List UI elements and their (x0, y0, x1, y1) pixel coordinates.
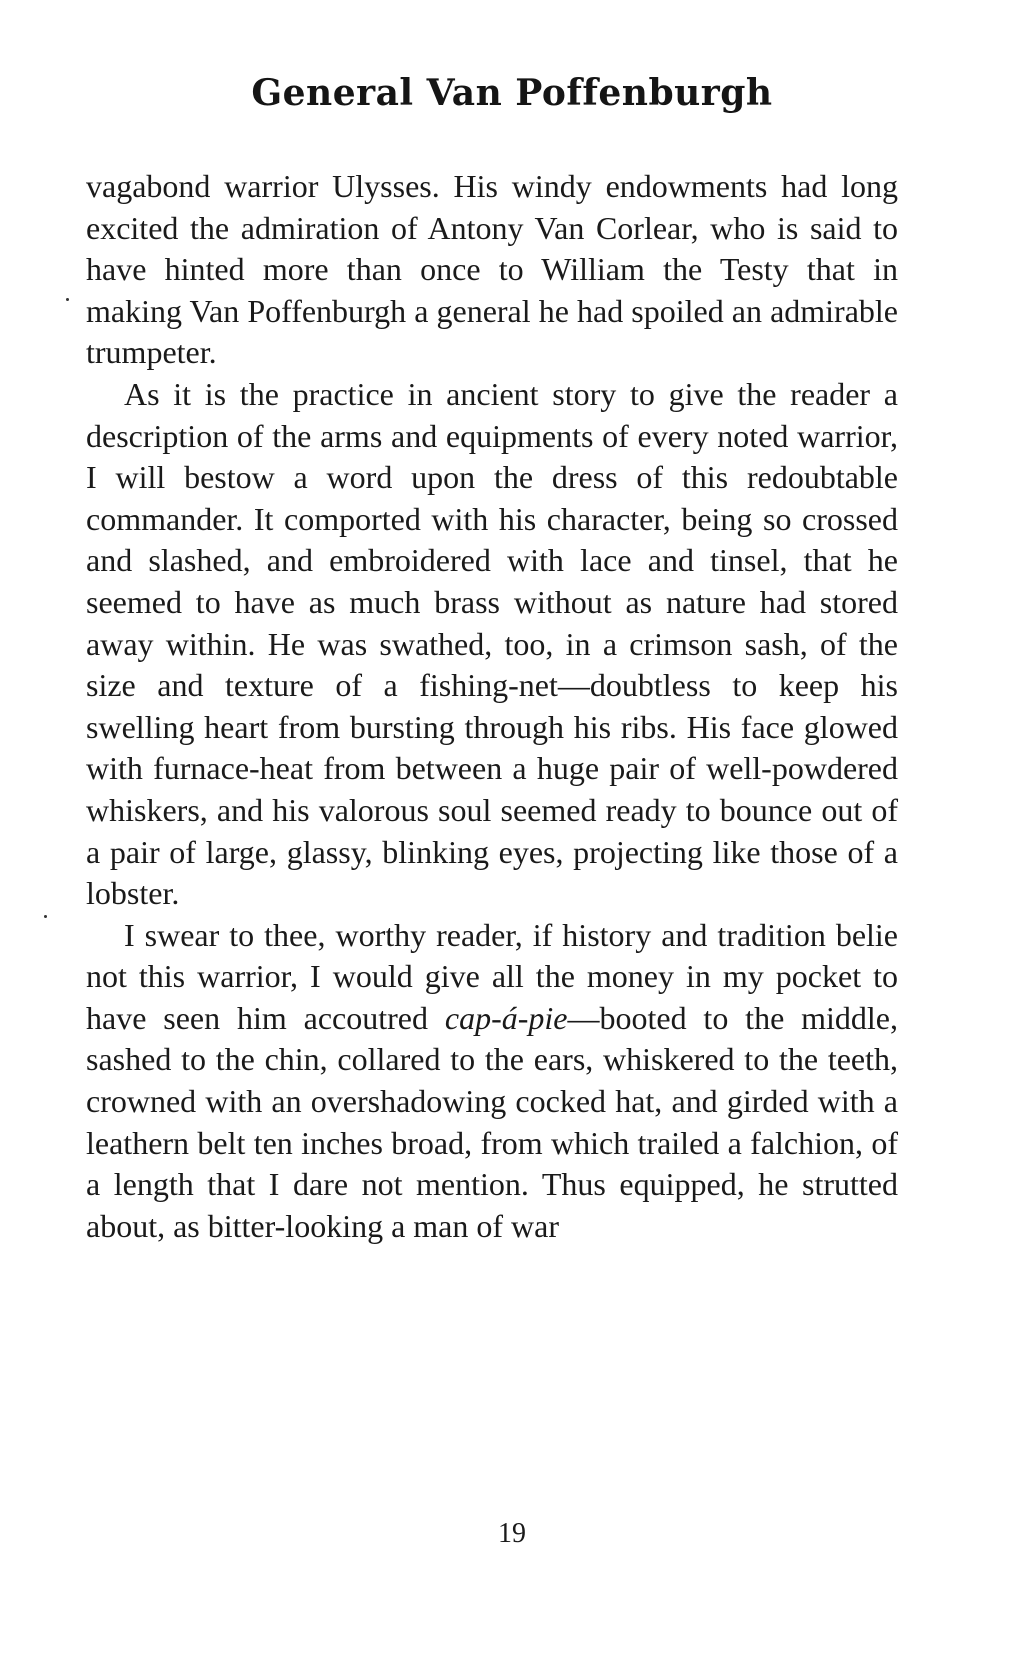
body-text (86, 166, 898, 1247)
paragraph-1: vagabond warrior Ulysses. His windy endowments had long excited the admiration of Antony Van Corlear, who is said to have hinted more than once to William the Testy that in making Van Poffenburgh a general he had spoiled an admirable trumpeter. (86, 168, 898, 371)
page-number: 19 (498, 1518, 526, 1549)
paragraph-3 (86, 915, 898, 1248)
paragraph-2: As it is the practice in ancient story to give the reader a description of the arms and equipments of every noted warrior, I will bestow a word upon the dress of this redoubtable commander. It comported with his character, being so crossed and slashed, and embroidered with lace and tinsel, that he seemed to have as much brass without as nature had stored away within. He was swathed, too, in a crimson sash, of the size and texture of a fishing-net—doubtless to keep his swelling heart from bursting through his ribs. His face glowed with furnace-heat from between a huge pair of well-powdered whiskers, and his valorous soul seemed ready to bounce out of a pair of large, glassy, blinking eyes, projecting like those of a lobster. (86, 375, 898, 912)
paragraph-3-italic-phrase: cap-á-pie (444, 999, 568, 1036)
paragraph-3-text-start: I swear to thee, worthy reader, if history and tradition belie not this warrior, I would give all the money in my pocket to have seen him accoutred (86, 916, 898, 1036)
running-head: General Van Poffenburgh (251, 72, 773, 114)
print-speck (44, 915, 47, 918)
paragraph-3-text-end: —booted to the middle, sashed to the chin, collared to the ears, whiskered to the teeth, crowned with an overshadowing cocked hat, and girded with a leathern belt ten inches broad, from which trailed a falchion, of a length that I dare not mention. Thus equipped, he strutted about, as bitter-looking a man of war (86, 999, 899, 1244)
print-speck (66, 298, 69, 301)
